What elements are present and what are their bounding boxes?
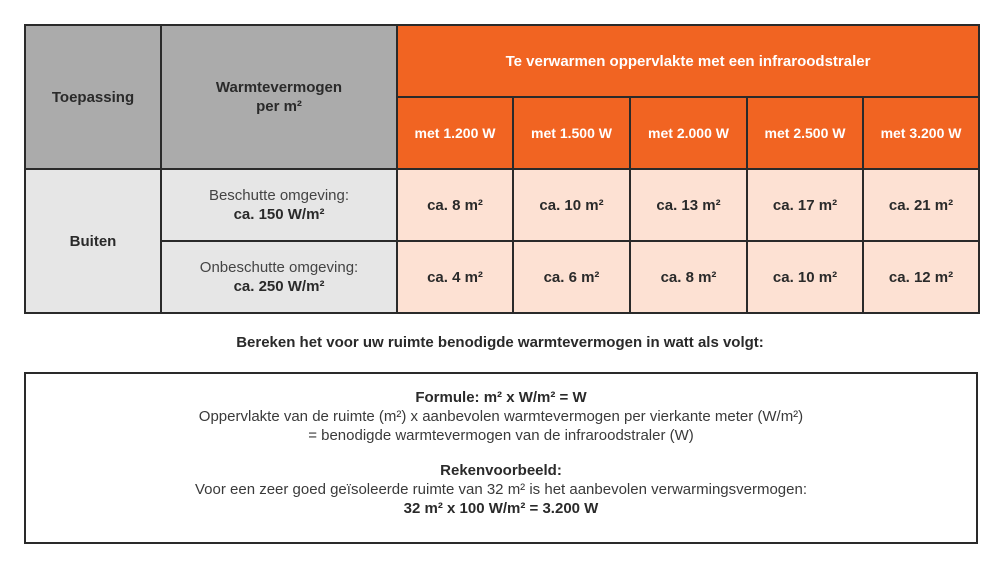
application-buiten: Buiten [25,169,161,313]
area-cell: ca. 17 m² [747,169,863,241]
condition-value: ca. 150 W/m² [233,206,325,223]
area-cell: ca. 8 m² [630,241,747,313]
area-cell: ca. 21 m² [863,169,979,241]
header-warmtevermogen-line1: Warmtevermogen [215,79,343,96]
header-wattage-1200: met 1.200 W [397,97,513,169]
area-cell: ca. 4 m² [397,241,513,313]
header-wattage-1500: met 1.500 W [513,97,630,169]
calculation-instruction: Bereken het voor uw ruimte benodigde warmtevermogen in watt als volgt: [236,334,764,351]
example-line-1: Voor een zeer goed geïsoleerde ruimte van 32 m² is het aanbevolen verwarmingsvermogen: [194,481,807,498]
table-row [25,241,979,313]
example-result: 32 m² x 100 W/m² = 3.200 W [403,500,599,517]
condition-cell [161,169,397,241]
condition-label: Onbeschutte omgeving: [199,259,359,276]
condition-value: ca. 250 W/m² [233,278,325,295]
formula-box [24,372,978,544]
header-toepassing: Toepassing [25,25,161,169]
header-warmtevermogen-line2: per m² [256,98,302,115]
header-surface-group: Te verwarmen oppervlakte met een infraroodstraler [397,25,979,97]
formula-line-1: Oppervlakte van de ruimte (m²) x aanbevolen warmtevermogen per vierkante meter (W/m²) [198,408,804,425]
area-cell: ca. 10 m² [747,241,863,313]
header-wattage-2000: met 2.000 W [630,97,747,169]
formula-line-2: = benodigde warmtevermogen van de infraroodstraler (W) [308,427,694,444]
header-wattage-2500: met 2.500 W [747,97,863,169]
area-cell: ca. 13 m² [630,169,747,241]
spacer [26,445,976,461]
condition-label: Beschutte omgeving: [208,187,350,204]
example-title: Rekenvoorbeeld: [440,462,562,479]
infrared-heater-table [24,24,980,314]
table-row [25,169,979,241]
area-cell: ca. 12 m² [863,241,979,313]
area-cell: ca. 8 m² [397,169,513,241]
area-cell: ca. 6 m² [513,241,630,313]
formula-title: Formule: m² x W/m² = W [415,389,587,406]
header-wattage-3200: met 3.200 W [863,97,979,169]
area-cell: ca. 10 m² [513,169,630,241]
condition-cell [161,241,397,313]
header-warmtevermogen [161,25,397,169]
header-row-1 [25,25,979,97]
